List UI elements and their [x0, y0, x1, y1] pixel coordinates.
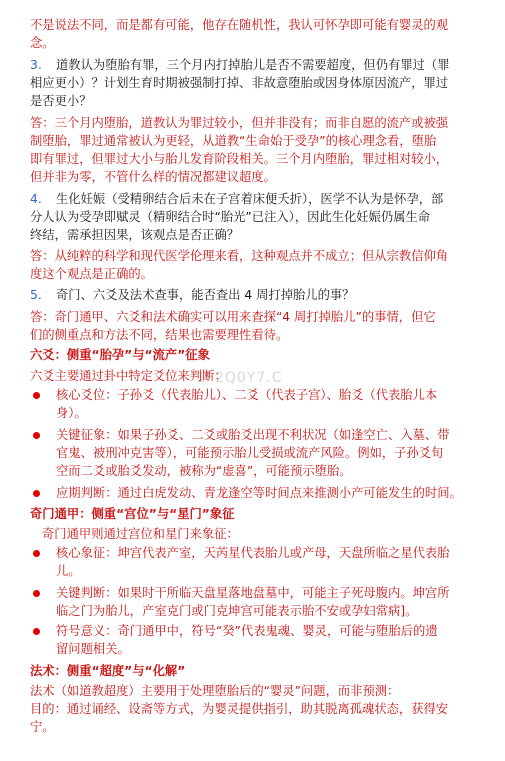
- bullet-line: 身）。: [56, 406, 87, 420]
- intro-line: 奇门通甲则通过宫位和星门来象征：: [42, 527, 239, 541]
- question-line: 道教认为堕胎有罪，三个月内打掉胎儿是否不需要超度，但仍有罪过（罪: [56, 58, 450, 72]
- bullet-line: 官鬼、被刑冲克害等），可能预示胎儿受损或流产风险。例如，子孙爻旬: [56, 446, 444, 460]
- question-number: 5.: [30, 288, 42, 302]
- section-heading-qimen: 奇门通甲：侧重“宫位”与“星门”象征: [30, 507, 235, 521]
- answer-line: 即有罪过，但罪过大小与胎儿发育阶段相关。三个月内堕胎，罪过相对较小，: [30, 152, 449, 166]
- intro-line: 六爻主要通过卦中特定爻位来判断：: [30, 369, 227, 383]
- question-line: 生化妊娠（受精卵结合后未在子宫着床便夭折），医学不认为是怀孕，部: [56, 192, 444, 206]
- answer-line: 答：奇门通甲、六爻和法术确实可以用来查探“4 周打掉胎儿”的事情，但它: [30, 310, 436, 324]
- watermark: 1F2Q0Y7.C: [196, 370, 283, 386]
- answer-line: 但并非为零，不管什么样的情况都建议超度。: [30, 170, 276, 184]
- question-line: 分人认为受孕即赋灵（精卵结合时“胎光”已注入），因此生化妊娠仍属生命: [30, 210, 431, 224]
- bullet-dot: [33, 392, 40, 399]
- bullet-dot: [33, 432, 40, 439]
- bullet-line: 留问题相关。: [56, 642, 130, 656]
- body-line: 法术（如道教超度）主要用于处理堕胎后的“婴灵”问题，而非预测：: [30, 684, 400, 698]
- bullet-line: 符号意义：奇门通甲中，符号“癸”代表鬼魂、婴灵，可能与堕胎后的遗: [56, 624, 438, 638]
- bullet-line: 关键征象：如果子孙爻、二爻或胎爻出现不利状况（如逢空亡、入墓、带: [56, 428, 450, 442]
- answer-line: 答：从纯粹的科学和现代医学伦理来看，这种观点并不成立；但从宗教信仰角: [30, 249, 449, 263]
- answer-line: 不是说法不同，而是都有可能，他存在随机性，我认可怀孕即可能有婴灵的观: [30, 18, 449, 32]
- bullet-line: 核心象征：坤宫代表产室，天芮星代表胎儿或产母，天盘所临之星代表胎: [56, 546, 450, 560]
- bullet-line: 空而二爻或胎爻发动，被称为“虚喜”，可能预示堕胎。: [56, 464, 352, 478]
- answer-line: 们的侧重点和方法不同，结果也需要理性看待。: [30, 328, 289, 342]
- body-line: 目的：通过诵经、设斋等方式，为婴灵提供指引，助其脱离孤魂状态，获得安: [30, 702, 449, 716]
- answer-line: 度这个观点是正确的。: [30, 267, 153, 281]
- bullet-line: 核心爻位：子孙爻（代表胎儿）、二爻（代表子宫）、胎爻（代表胎儿本: [56, 388, 438, 402]
- bullet-dot: [33, 628, 40, 635]
- bullet-dot: [33, 550, 40, 557]
- question-number: 3.: [30, 58, 42, 72]
- question-line: 是否更小？: [30, 94, 92, 108]
- bullet-dot: [33, 590, 40, 597]
- answer-line: 制堕胎，罪过通常被认为更轻，从道教“生命始于受孕”的核心理念看，堕胎: [30, 134, 437, 148]
- question-line: 奇门、六爻及法术查事，能否查出 4 周打掉胎儿的事？: [56, 288, 355, 302]
- answer-line: 念。: [30, 36, 55, 50]
- question-number: 4.: [30, 192, 42, 206]
- question-line: 相应更小）？计划生育时期被强制打掉、非故意堕胎或因身体原因流产，罪过: [30, 76, 449, 90]
- answer-line: 答：三个月内堕胎，道教认为罪过较小，但并非没有；而非自愿的流产或被强: [30, 116, 449, 130]
- bullet-line: 关键判断：如果时干所临天盘星落地盘墓中，可能主子死母腹内。坤宫所: [56, 586, 450, 600]
- section-heading-fashu: 法术：侧重“超度”与“化解”: [30, 664, 186, 678]
- question-line: 终结，需承担因果，该观点是否正确？: [30, 228, 240, 242]
- bullet-line: 儿。: [56, 564, 81, 578]
- bullet-line: 应期判断：通过白虎发动、青龙逢空等时间点来推测小产可能发生的时间。: [56, 486, 462, 500]
- bullet-line: 临之门为胎儿，产室克门或门克坤宫可能表示胎不安或孕妇常病]。: [56, 604, 418, 618]
- bullet-dot: [33, 490, 40, 497]
- section-heading-liuyao: 六爻：侧重“胎孕”与“流产”征象: [30, 348, 210, 362]
- body-line: 宁。: [30, 720, 55, 734]
